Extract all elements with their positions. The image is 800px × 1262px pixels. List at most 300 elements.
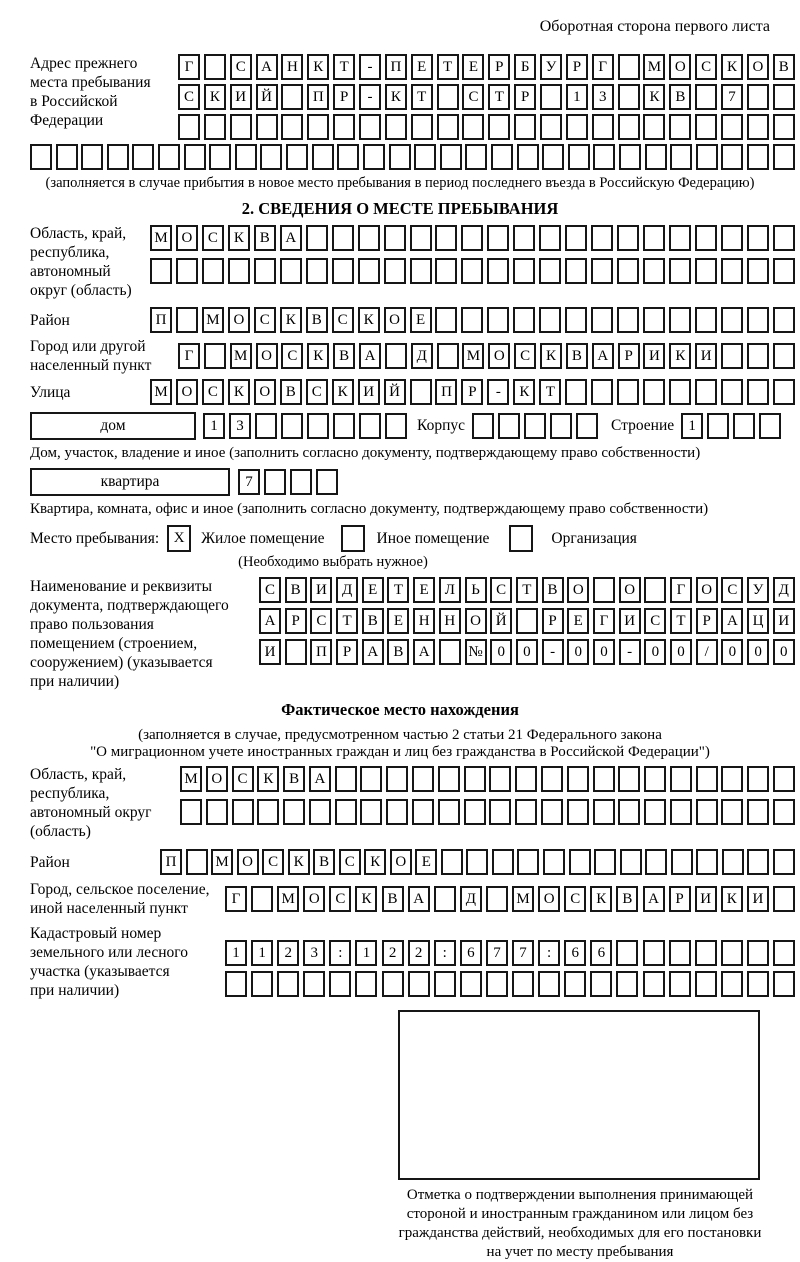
form-cell[interactable]	[329, 971, 351, 997]
form-cell[interactable]: Г	[592, 54, 614, 80]
form-cell[interactable]	[515, 766, 537, 792]
form-cell[interactable]	[773, 258, 795, 284]
form-cell[interactable]: В	[254, 225, 276, 251]
form-cell[interactable]	[540, 84, 562, 110]
form-cell[interactable]	[408, 971, 430, 997]
form-cell[interactable]: К	[590, 886, 612, 912]
form-cell[interactable]	[412, 766, 434, 792]
form-cell[interactable]	[277, 971, 299, 997]
form-cell[interactable]: В	[616, 886, 638, 912]
form-cell[interactable]	[773, 766, 795, 792]
form-cell[interactable]	[487, 258, 509, 284]
form-cell[interactable]	[337, 144, 359, 170]
form-cell[interactable]	[386, 766, 408, 792]
form-cell[interactable]	[669, 258, 691, 284]
form-cell[interactable]: Г	[593, 608, 615, 634]
form-cell[interactable]: О	[237, 849, 259, 875]
form-cell[interactable]: 1	[251, 940, 273, 966]
form-cell[interactable]	[747, 258, 769, 284]
form-cell[interactable]: В	[285, 577, 307, 603]
form-cell[interactable]	[721, 766, 743, 792]
form-cell[interactable]	[303, 971, 325, 997]
form-cell[interactable]: 0	[773, 639, 795, 665]
form-cell[interactable]	[669, 379, 691, 405]
form-cell[interactable]: В	[362, 608, 384, 634]
form-cell[interactable]	[204, 114, 226, 140]
form-cell[interactable]: С	[259, 577, 281, 603]
form-cell[interactable]: 1	[225, 940, 247, 966]
form-cell[interactable]: К	[257, 766, 279, 792]
form-cell[interactable]	[747, 144, 769, 170]
form-cell[interactable]	[618, 114, 640, 140]
form-cell[interactable]	[594, 849, 616, 875]
form-cell[interactable]	[486, 886, 508, 912]
form-cell[interactable]: С	[329, 886, 351, 912]
form-cell[interactable]	[747, 940, 769, 966]
form-cell[interactable]	[759, 413, 781, 439]
form-cell[interactable]	[257, 799, 279, 825]
form-cell[interactable]	[360, 799, 382, 825]
form-cell[interactable]: И	[747, 886, 769, 912]
form-cell[interactable]	[773, 379, 795, 405]
form-cell[interactable]	[747, 343, 769, 369]
form-cell[interactable]: Е	[462, 54, 484, 80]
form-cell[interactable]	[335, 799, 357, 825]
form-cell[interactable]	[566, 114, 588, 140]
form-cell[interactable]: С	[721, 577, 743, 603]
form-cell[interactable]: К	[669, 343, 691, 369]
form-cell[interactable]	[435, 307, 457, 333]
form-cell[interactable]	[461, 307, 483, 333]
form-cell[interactable]: К	[364, 849, 386, 875]
form-cell[interactable]	[414, 144, 436, 170]
form-cell[interactable]	[410, 258, 432, 284]
form-cell[interactable]	[283, 799, 305, 825]
form-cell[interactable]	[564, 971, 586, 997]
form-cell[interactable]	[332, 258, 354, 284]
form-cell[interactable]	[773, 849, 795, 875]
form-cell[interactable]: М	[211, 849, 233, 875]
form-cell[interactable]	[543, 849, 565, 875]
form-cell[interactable]	[363, 144, 385, 170]
form-cell[interactable]	[696, 849, 718, 875]
form-cell[interactable]	[619, 144, 641, 170]
form-cell[interactable]: П	[310, 639, 332, 665]
form-cell[interactable]: С	[339, 849, 361, 875]
form-cell[interactable]	[81, 144, 103, 170]
form-cell[interactable]: А	[721, 608, 743, 634]
form-cell[interactable]	[158, 144, 180, 170]
form-cell[interactable]: Р	[542, 608, 564, 634]
form-cell[interactable]: 6	[460, 940, 482, 966]
form-cell[interactable]: 6	[564, 940, 586, 966]
form-cell[interactable]	[255, 413, 277, 439]
form-cell[interactable]	[722, 849, 744, 875]
form-cell[interactable]: Д	[411, 343, 433, 369]
form-cell[interactable]	[618, 766, 640, 792]
form-cell[interactable]: А	[359, 343, 381, 369]
form-cell[interactable]	[256, 114, 278, 140]
form-cell[interactable]: Й	[384, 379, 406, 405]
form-cell[interactable]: -	[487, 379, 509, 405]
form-cell[interactable]	[593, 766, 615, 792]
form-cell[interactable]: М	[230, 343, 252, 369]
form-cell[interactable]	[462, 114, 484, 140]
form-cell[interactable]	[435, 258, 457, 284]
form-cell[interactable]: Р	[285, 608, 307, 634]
form-cell[interactable]	[515, 799, 537, 825]
form-cell[interactable]: Й	[256, 84, 278, 110]
form-cell[interactable]	[524, 413, 546, 439]
checkbox-zhiloe[interactable]: X	[167, 525, 191, 552]
form-cell[interactable]: /	[696, 639, 718, 665]
form-cell[interactable]: П	[150, 307, 172, 333]
form-cell[interactable]	[620, 849, 642, 875]
form-cell[interactable]: :	[329, 940, 351, 966]
form-cell[interactable]: П	[435, 379, 457, 405]
form-cell[interactable]: О	[256, 343, 278, 369]
form-cell[interactable]	[550, 413, 572, 439]
form-cell[interactable]	[773, 84, 795, 110]
form-cell[interactable]	[178, 114, 200, 140]
form-cell[interactable]	[618, 799, 640, 825]
form-cell[interactable]: К	[643, 84, 665, 110]
form-cell[interactable]: :	[538, 940, 560, 966]
form-cell[interactable]	[209, 144, 231, 170]
form-cell[interactable]	[358, 225, 380, 251]
form-cell[interactable]	[747, 379, 769, 405]
form-cell[interactable]	[721, 258, 743, 284]
form-cell[interactable]: Б	[514, 54, 536, 80]
form-cell[interactable]: №	[465, 639, 487, 665]
form-cell[interactable]: В	[306, 307, 328, 333]
form-cell[interactable]: В	[283, 766, 305, 792]
form-cell[interactable]: 7	[238, 469, 260, 495]
form-cell[interactable]: Г	[178, 54, 200, 80]
form-cell[interactable]: А	[643, 886, 665, 912]
form-cell[interactable]: 7	[512, 940, 534, 966]
form-cell[interactable]	[670, 766, 692, 792]
kvartira-box[interactable]: квартира	[30, 468, 230, 496]
form-cell[interactable]: О	[538, 886, 560, 912]
form-cell[interactable]: О	[696, 577, 718, 603]
form-cell[interactable]	[472, 413, 494, 439]
form-cell[interactable]: 7	[486, 940, 508, 966]
form-cell[interactable]	[260, 144, 282, 170]
form-cell[interactable]: Е	[413, 577, 435, 603]
form-cell[interactable]: С	[262, 849, 284, 875]
form-cell[interactable]: М	[150, 225, 172, 251]
form-cell[interactable]	[359, 413, 381, 439]
form-cell[interactable]: К	[540, 343, 562, 369]
form-cell[interactable]	[235, 144, 257, 170]
form-cell[interactable]	[186, 849, 208, 875]
form-cell[interactable]	[592, 114, 614, 140]
form-cell[interactable]: М	[462, 343, 484, 369]
form-cell[interactable]	[30, 144, 52, 170]
form-cell[interactable]: О	[747, 54, 769, 80]
form-cell[interactable]	[721, 225, 743, 251]
form-cell[interactable]	[696, 766, 718, 792]
form-cell[interactable]: М	[512, 886, 534, 912]
form-cell[interactable]: К	[307, 54, 329, 80]
form-cell[interactable]: Ь	[465, 577, 487, 603]
form-cell[interactable]: 2	[408, 940, 430, 966]
form-cell[interactable]	[707, 413, 729, 439]
form-cell[interactable]	[465, 144, 487, 170]
form-cell[interactable]: П	[160, 849, 182, 875]
form-cell[interactable]: С	[332, 307, 354, 333]
form-cell[interactable]	[695, 940, 717, 966]
form-cell[interactable]	[747, 766, 769, 792]
form-cell[interactable]: -	[619, 639, 641, 665]
form-cell[interactable]	[202, 258, 224, 284]
form-cell[interactable]	[517, 849, 539, 875]
form-cell[interactable]	[461, 258, 483, 284]
form-cell[interactable]: И	[695, 343, 717, 369]
form-cell[interactable]: Т	[336, 608, 358, 634]
dom-box[interactable]: дом	[30, 412, 196, 440]
form-cell[interactable]	[565, 225, 587, 251]
form-cell[interactable]	[773, 144, 795, 170]
form-cell[interactable]	[695, 258, 717, 284]
form-cell[interactable]	[513, 225, 535, 251]
form-cell[interactable]: С	[281, 343, 303, 369]
form-cell[interactable]	[747, 307, 769, 333]
form-cell[interactable]	[643, 225, 665, 251]
form-cell[interactable]: Р	[696, 608, 718, 634]
form-cell[interactable]	[617, 258, 639, 284]
form-cell[interactable]	[645, 849, 667, 875]
form-cell[interactable]: 0	[593, 639, 615, 665]
form-cell[interactable]	[491, 144, 513, 170]
form-cell[interactable]	[184, 144, 206, 170]
form-cell[interactable]: О	[465, 608, 487, 634]
form-cell[interactable]: К	[228, 225, 250, 251]
form-cell[interactable]: С	[232, 766, 254, 792]
form-cell[interactable]	[576, 413, 598, 439]
form-cell[interactable]: 2	[382, 940, 404, 966]
form-cell[interactable]: Ц	[747, 608, 769, 634]
form-cell[interactable]	[384, 225, 406, 251]
form-cell[interactable]	[492, 849, 514, 875]
form-cell[interactable]	[542, 144, 564, 170]
form-cell[interactable]: И	[619, 608, 641, 634]
form-cell[interactable]	[290, 469, 312, 495]
form-cell[interactable]: Р	[669, 886, 691, 912]
form-cell[interactable]	[567, 766, 589, 792]
form-cell[interactable]	[386, 799, 408, 825]
form-cell[interactable]: Н	[413, 608, 435, 634]
form-cell[interactable]	[498, 413, 520, 439]
form-cell[interactable]	[721, 971, 743, 997]
form-cell[interactable]: 3	[592, 84, 614, 110]
form-cell[interactable]: К	[513, 379, 535, 405]
form-cell[interactable]	[312, 144, 334, 170]
form-cell[interactable]	[721, 343, 743, 369]
form-cell[interactable]	[176, 258, 198, 284]
form-cell[interactable]	[316, 469, 338, 495]
form-cell[interactable]: М	[150, 379, 172, 405]
form-cell[interactable]: 0	[670, 639, 692, 665]
form-cell[interactable]: А	[413, 639, 435, 665]
form-cell[interactable]	[539, 258, 561, 284]
form-cell[interactable]	[437, 343, 459, 369]
form-cell[interactable]	[285, 639, 307, 665]
form-cell[interactable]: Т	[539, 379, 561, 405]
form-cell[interactable]: А	[256, 54, 278, 80]
form-cell[interactable]: 0	[721, 639, 743, 665]
form-cell[interactable]: В	[280, 379, 302, 405]
form-cell[interactable]: Е	[567, 608, 589, 634]
form-cell[interactable]	[513, 307, 535, 333]
form-cell[interactable]	[489, 766, 511, 792]
form-cell[interactable]	[464, 799, 486, 825]
form-cell[interactable]	[695, 84, 717, 110]
form-cell[interactable]: 1	[681, 413, 703, 439]
form-cell[interactable]	[461, 225, 483, 251]
form-cell[interactable]	[591, 379, 613, 405]
form-cell[interactable]	[669, 307, 691, 333]
form-cell[interactable]: К	[721, 886, 743, 912]
form-cell[interactable]	[669, 225, 691, 251]
form-cell[interactable]: С	[490, 577, 512, 603]
form-cell[interactable]	[565, 307, 587, 333]
form-cell[interactable]	[206, 799, 228, 825]
form-cell[interactable]: С	[695, 54, 717, 80]
form-cell[interactable]: С	[310, 608, 332, 634]
form-cell[interactable]	[617, 225, 639, 251]
form-cell[interactable]	[695, 114, 717, 140]
form-cell[interactable]: В	[313, 849, 335, 875]
form-cell[interactable]	[486, 971, 508, 997]
form-cell[interactable]: О	[176, 225, 198, 251]
form-cell[interactable]	[228, 258, 250, 284]
form-cell[interactable]: В	[382, 886, 404, 912]
form-cell[interactable]	[747, 971, 769, 997]
form-cell[interactable]	[358, 258, 380, 284]
form-cell[interactable]	[540, 114, 562, 140]
form-cell[interactable]: О	[384, 307, 406, 333]
form-cell[interactable]: Т	[670, 608, 692, 634]
form-cell[interactable]	[438, 799, 460, 825]
form-cell[interactable]	[567, 799, 589, 825]
form-cell[interactable]: -	[542, 639, 564, 665]
form-cell[interactable]	[512, 971, 534, 997]
form-cell[interactable]: Т	[437, 54, 459, 80]
form-cell[interactable]	[254, 258, 276, 284]
form-cell[interactable]	[333, 413, 355, 439]
form-cell[interactable]: М	[643, 54, 665, 80]
form-cell[interactable]	[669, 114, 691, 140]
form-cell[interactable]	[517, 144, 539, 170]
form-cell[interactable]	[593, 577, 615, 603]
form-cell[interactable]	[644, 799, 666, 825]
form-cell[interactable]	[747, 225, 769, 251]
form-cell[interactable]	[565, 379, 587, 405]
form-cell[interactable]	[618, 54, 640, 80]
form-cell[interactable]	[643, 258, 665, 284]
form-cell[interactable]: И	[695, 886, 717, 912]
form-cell[interactable]: У	[540, 54, 562, 80]
form-cell[interactable]	[281, 114, 303, 140]
form-cell[interactable]	[385, 413, 407, 439]
form-cell[interactable]: О	[390, 849, 412, 875]
form-cell[interactable]: Т	[387, 577, 409, 603]
form-cell[interactable]	[669, 940, 691, 966]
form-cell[interactable]: Е	[410, 307, 432, 333]
form-cell[interactable]	[644, 577, 666, 603]
form-cell[interactable]	[695, 379, 717, 405]
form-cell[interactable]: О	[303, 886, 325, 912]
form-cell[interactable]	[385, 343, 407, 369]
form-cell[interactable]: Л	[439, 577, 461, 603]
form-cell[interactable]: К	[280, 307, 302, 333]
form-cell[interactable]	[230, 114, 252, 140]
form-cell[interactable]: -	[359, 84, 381, 110]
form-cell[interactable]	[335, 766, 357, 792]
form-cell[interactable]	[695, 971, 717, 997]
form-cell[interactable]	[107, 144, 129, 170]
form-cell[interactable]	[180, 799, 202, 825]
form-cell[interactable]: К	[358, 307, 380, 333]
form-cell[interactable]	[355, 971, 377, 997]
form-cell[interactable]	[773, 940, 795, 966]
form-cell[interactable]	[591, 258, 613, 284]
form-cell[interactable]: К	[228, 379, 250, 405]
form-cell[interactable]: С	[254, 307, 276, 333]
form-cell[interactable]: 1	[566, 84, 588, 110]
form-cell[interactable]: О	[176, 379, 198, 405]
form-cell[interactable]	[670, 144, 692, 170]
form-cell[interactable]	[359, 114, 381, 140]
form-cell[interactable]: И	[643, 343, 665, 369]
form-cell[interactable]	[487, 225, 509, 251]
form-cell[interactable]: Е	[362, 577, 384, 603]
form-cell[interactable]: 1	[203, 413, 225, 439]
form-cell[interactable]	[593, 144, 615, 170]
form-cell[interactable]	[590, 971, 612, 997]
form-cell[interactable]	[773, 225, 795, 251]
form-cell[interactable]: С	[306, 379, 328, 405]
form-cell[interactable]: М	[277, 886, 299, 912]
form-cell[interactable]	[434, 886, 456, 912]
form-cell[interactable]: А	[592, 343, 614, 369]
form-cell[interactable]: Т	[333, 54, 355, 80]
form-cell[interactable]	[412, 799, 434, 825]
form-cell[interactable]: Е	[387, 608, 409, 634]
form-cell[interactable]: В	[387, 639, 409, 665]
form-cell[interactable]	[251, 971, 273, 997]
form-cell[interactable]	[721, 144, 743, 170]
form-cell[interactable]: С	[462, 84, 484, 110]
form-cell[interactable]	[541, 766, 563, 792]
form-cell[interactable]: П	[385, 54, 407, 80]
form-cell[interactable]: А	[259, 608, 281, 634]
form-cell[interactable]	[309, 799, 331, 825]
form-cell[interactable]	[643, 379, 665, 405]
form-cell[interactable]	[411, 114, 433, 140]
form-cell[interactable]	[773, 971, 795, 997]
form-cell[interactable]	[307, 413, 329, 439]
form-cell[interactable]: 3	[229, 413, 251, 439]
form-cell[interactable]: К	[385, 84, 407, 110]
form-cell[interactable]	[617, 379, 639, 405]
form-cell[interactable]	[593, 799, 615, 825]
form-cell[interactable]: С	[564, 886, 586, 912]
form-cell[interactable]	[360, 766, 382, 792]
form-cell[interactable]: Р	[488, 54, 510, 80]
